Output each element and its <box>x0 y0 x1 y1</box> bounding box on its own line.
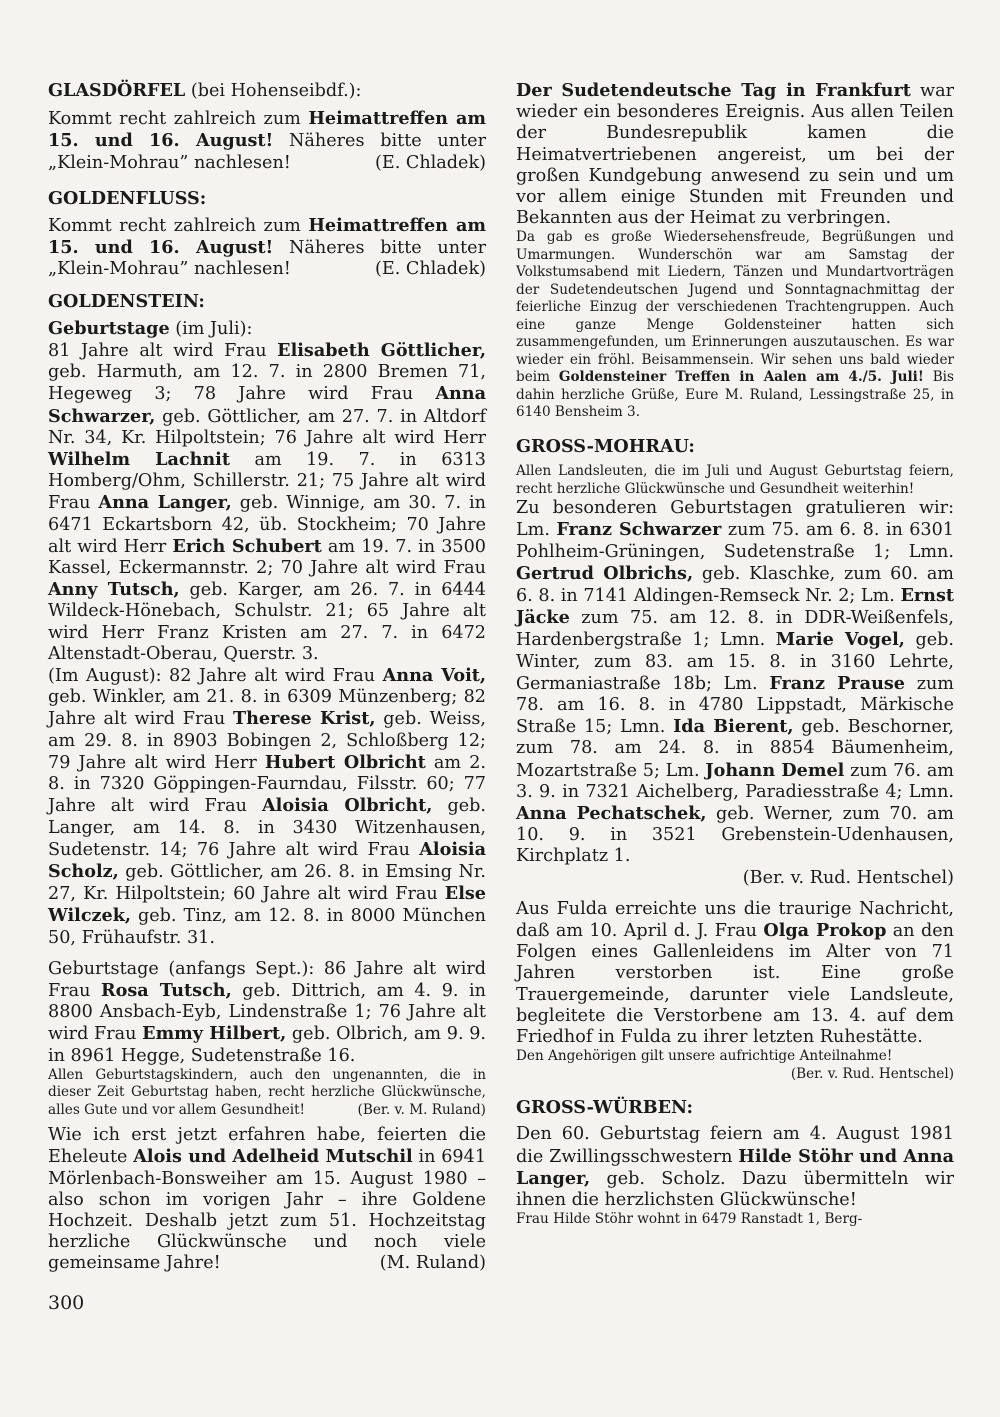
paragraph-july: Geburtstage (im Juli): 81 Jahre alt wird Frau Elisabeth Göttlicher, geb. Harmuth, am 12. 7. in 2800 Bremen 71, Hegeweg 3; 78 Jahre wird Frau Anna Schwarzer, geb. Göttlicher, am 27. 7. in Altdorf Nr. 34, Kr. Hilpoltstein; 76 Jahre alt wird Herr Wilhelm Lachnit am 19. 7. in 6313 Homberg/Ohm, Schillerstr. 21; 75 Jahre alt wird Frau Anna Langer, geb. Winnige, am 30. 7. in 6471 Eckartsborn 42, üb. Stockheim; 70 Jahre alt wird Herr Erich Schubert am 19. 7. in 3500 Kassel, Eckermannstr. 2; 70 Jahre alt wird Frau Anny Tutsch, geb. Karger, am 26. 7. in 6444 Wildeck-Hönebach, Schulstr. 21; 65 Jahre alt wird Herr Franz Kristen am 27. 7. in 6472 Altenstadt-Oberau, Querstr. 3. <box>48 317 486 664</box>
section-gross-wuerben <box>516 1097 954 1229</box>
signature: (Ber. v. Rud. Hentschel) <box>790 1065 954 1082</box>
signature: (E. Chladek) <box>374 259 486 280</box>
paragraph-birthdays: Zu besonderen Geburtstagen gratulieren wir: Lm. Franz Schwarzer zum 75. am 6. 8. in 6301 Pohlheim-Grüningen, Sudetenstraße 1; Lmn. Gertrud Olbrichs, geb. Klaschke, zum 60. am 6. 8. in 7141 Aldingen-Remseck Nr. 2; Lm. Ernst Jäcke zum 75. am 12. 8. in DDR-Weißenfels, Hardenbergstraße 1; Lmn. Marie Vogel, geb. Winter, zum 83. am 15. 8. in 3160 Lehrte, Germaniastraße 18b; Lm. Franz Prause zum 78. am 16. 8. in 4780 Lippstadt, Märkische Straße 15; Lmn. Ida Bierent, geb. Beschorner, zum 78. am 24. 8. in 8854 Bäumenheim, Mozartstraße 5; Lm. Johann Demel zum 76. am 3. 9. in 7321 Aichelberg, Paradiesstraße 4; Lmn. Anna Pechatschek, geb. Werner, zum 70. am 10. 9. in 3521 Grebenstein-Udenhausen, Kirchplatz 1. <box>516 498 955 867</box>
paragraph-golden-wedding: Wie ich erst jetzt erfahren habe, feierten die Eheleute Alois und Adelheid Mutschil in 6941 Mörlenbach-Bonsweiher am 15. August 1980 – also schon im vorigen Jahr – ihre Goldene Hochzeit. Deshalb jetzt zum 51. Hochzeitstag herzliche Glückwünsche und noch viele gemeinsame Jahre! (M. Ruland) <box>48 1125 487 1274</box>
section-heading: GROSS-MOHRAU: <box>516 435 695 457</box>
signature: (Ber. v. M. Ruland) <box>357 1101 486 1118</box>
paragraph: Kommt recht zahlreich zum Heimattreffen am 15. und 16. August! Näheres bitte unter „Klein-Mohrau” nachlesen! (E. Chladek) <box>48 108 486 173</box>
section-goldenstein <box>48 291 486 1275</box>
section-goldenfluss <box>48 188 486 281</box>
paragraph-obituary: Aus Fulda erreichte uns die traurige Nachricht, daß am 10. April d. J. Frau Olga Prokop an den Folgen eines Gallenleidens im Alter von 71 Jahren verstorben ist. Eine große Trauergemeinde, darunter viele Landsleute, begleitete die Verstorbene am 13. 4. auf dem Friedhof in Fulda zu ihrer letzten Ruhestätte. <box>516 898 954 1047</box>
section-heading: GROSS-WÜRBEN: <box>516 1097 693 1119</box>
paragraph-small: Allen Landsleuten, die im Juli und August Geburtstag feiern, recht herzliche Glückwünsche und Gesundheit weiterhin! <box>516 463 954 497</box>
paragraph: Den 60. Geburtstag feiern am 4. August 1981 die Zwillingsschwestern Hilde Stöhr und Anna Langer, geb. Scholz. Dazu übermitteln wir ihnen die herzlichsten Glückwünsche! <box>516 1124 954 1211</box>
section-heading: GOLDENSTEIN: <box>48 290 205 312</box>
section-heading: GOLDENFLUSS: <box>48 187 207 209</box>
signature: (Ber. v. Rud. Hentschel) <box>742 867 954 888</box>
paragraph-small: Frau Hilde Stöhr wohnt in 6479 Ranstadt 1, Berg- <box>516 1211 863 1228</box>
signature-line <box>516 868 954 889</box>
signature: (E. Chladek) <box>374 152 486 173</box>
section-sudetendeutscher-tag <box>516 80 954 422</box>
paragraph-september: Geburtstage (anfangs Sept.): 86 Jahre alt wird Frau Rosa Tutsch, geb. Dittrich, am 4. 9. in 8800 Ansbach-Eyb, Lindenstraße 1; 76 Jahre alt wird Frau Emmy Hilbert, geb. Olbrich, am 9. 9. in 8961 Hegge, Sudetenstraße 16. <box>48 958 487 1066</box>
paragraph: Kommt recht zahlreich zum Heimattreffen am 15. und 16. August! Näheres bitte unter „Klein-Mohrau” nachlesen! (E. Chladek) <box>48 215 486 280</box>
page-number: 300 <box>48 1292 85 1314</box>
paragraph-august: (Im August): 82 Jahre alt wird Frau Anna Voit, geb. Winkler, am 21. 8. in 6309 Münzenberg; 82 Jahre alt wird Frau Therese Krist, geb. Weiss, am 29. 8. in 8903 Bobingen 2, Schloßberg 12; 79 Jahre alt wird Herr Hubert Olbricht am 2. 8. in 7320 Göppingen-Faurndau, Filsstr. 60; 77 Jahre alt wird Frau Aloisia Olbricht, geb. Langer, am 14. 8. in 3430 Witzenhausen, Sudetenstr. 14; 76 Jahre alt wird Frau Aloisia Scholz, geb. Göttlicher, am 26. 8. in Emsing Nr. 27, Kr. Hilpoltstein; 60 Jahre alt wird Frau Else Wilczek, geb. Tinz, am 12. 8. in 8000 München 50, Frühaufstr. 31. <box>48 665 487 948</box>
right-column <box>516 80 954 1229</box>
section-gross-mohrau <box>516 436 954 1083</box>
signature: (M. Ruland) <box>379 1253 486 1274</box>
section-glasdoerfel <box>48 80 486 174</box>
paragraph: Der Sudetendeutsche Tag in Frankfurt war wieder ein besonderes Ereignis. Aus allen Teilen der Bundesrepublik kamen die Heimatvertriebenen angereist, um bei der großen Kundgebung anwesend zu sein und um vor allem einige Stunden mit Freunden und Bekannten aus der Heimat zu verbringen. <box>516 80 954 229</box>
left-column <box>48 80 486 1275</box>
paragraph-small: Da gab es große Wiedersehensfreude, Begrüßungen und Umarmungen. Wunderschön war am Samstag der Volkstumsabend mit Liedern, Tänzen und Mundartvorträgen der Sudetendeutschen Jugend und Sonntagnachmittag der feierliche Einzug der verschiedenen Trachtengruppen. Auch eine ganze Menge Goldensteiner hatten sich zusammengefunden, um Erinnerungen auszutauschen. Es war wieder ein fröhl. Beisammensein. Wir sehen uns bald wieder beim Goldensteiner Treffen in Aalen am 4./5. Juli! Bis dahin herzliche Grüße, Eure M. Ruland, Lessingstraße 25, in 6140 Bensheim 3. <box>516 229 955 421</box>
paragraph-condolence: Den Angehörigen gilt unsere aufrichtige Anteilnahme! (Ber. v. Rud. Hentschel) <box>516 1048 954 1082</box>
section-heading: GLASDÖRFEL (bei Hohenseibdf.): <box>48 80 362 101</box>
paragraph-wishes: Allen Geburtstagskindern, auch den ungenannten, die in dieser Zeit Geburtstag haben, recht herzliche Glückwünsche, alles Gute und vor allem Gesundheit! (Ber. v. M. Ruland) <box>48 1066 486 1118</box>
